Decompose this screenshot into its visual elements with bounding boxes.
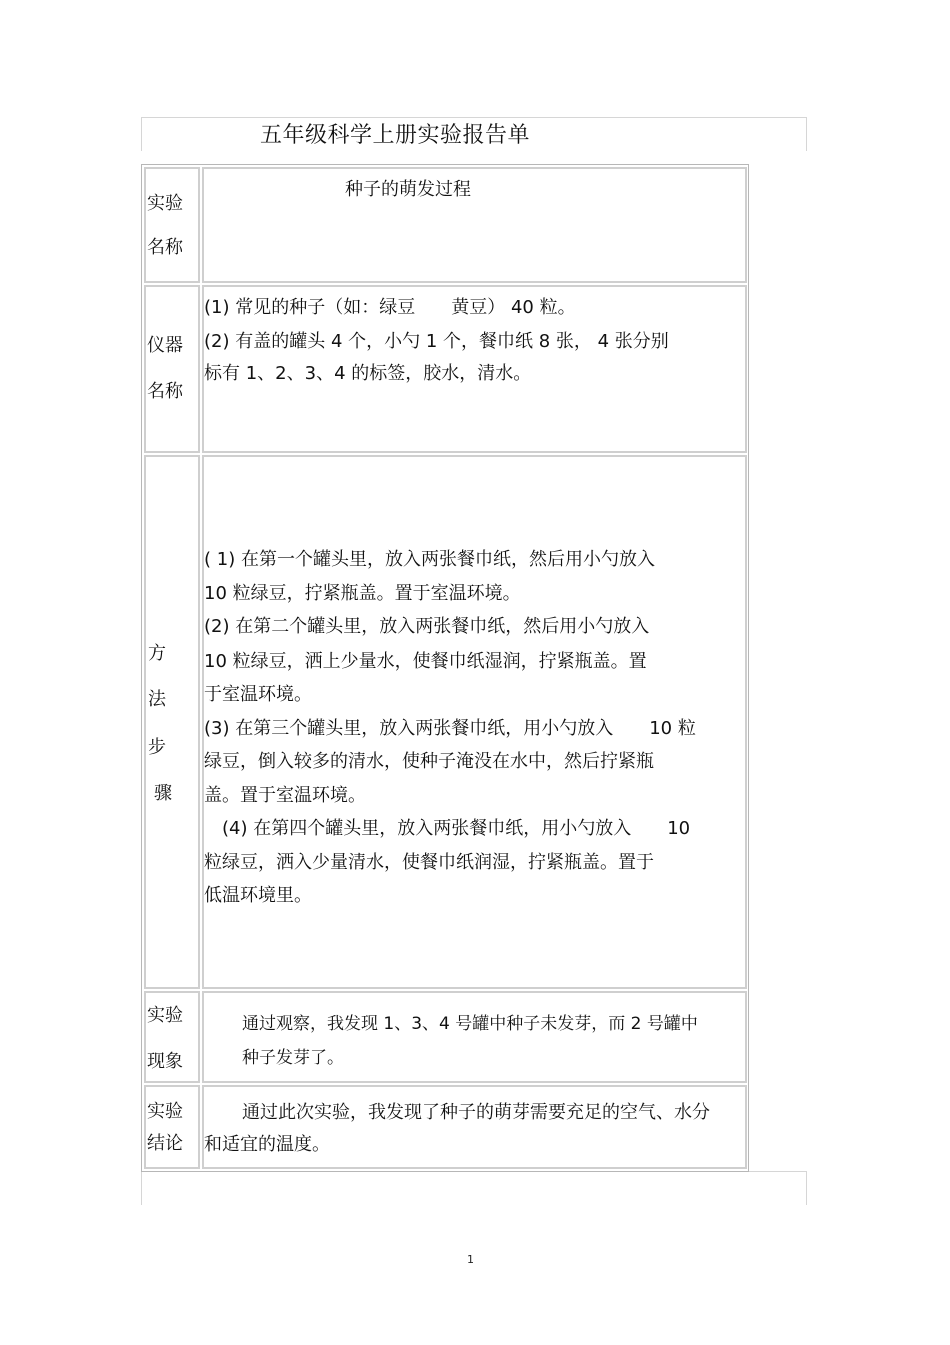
bottom-frame-right-tick [806, 1171, 807, 1205]
method-line-7: 绿豆，倒入较多的清水，使种子淹没在水中，然后拧紧瓶 [204, 751, 654, 772]
label-instruments-line-1: 仪器 [147, 335, 183, 356]
method-line-1: ( 1) 在第一个罐头里，放入两张餐巾纸，然后用小勺放入 [204, 549, 655, 570]
label-cell-instruments [144, 285, 200, 453]
report-table [141, 164, 749, 1172]
instruments-line-2: (2) 有盖的罐头 4 个，小勺 1 个，餐巾纸 8 张， 4 张分别 [204, 331, 669, 352]
method-line-11: 低温环境里。 [204, 885, 312, 906]
page-number: 1 [467, 1253, 474, 1266]
content-cell-method [202, 455, 747, 989]
top-frame-left-tick [141, 117, 142, 151]
label-name-line-2: 名称 [147, 237, 183, 258]
content-cell-instruments [202, 285, 747, 453]
content-cell-phenomenon [202, 991, 747, 1083]
label-name-line-1: 实验 [147, 193, 183, 214]
top-frame-right-tick [806, 117, 807, 151]
phenomenon-line-1: 通过观察，我发现 1、3、4 号罐中种子未发芽，而 2 号罐中 [242, 1014, 698, 1034]
label-method-line-1: 方 [148, 643, 166, 664]
label-conclusion-line-1: 实验 [147, 1101, 183, 1122]
document-title: 五年级科学上册实验报告单 [260, 123, 531, 148]
method-line-4: 10 粒绿豆，洒上少量水，使餐巾纸湿润，拧紧瓶盖。置 [204, 651, 647, 672]
method-line-5: 于室温环境。 [204, 684, 312, 705]
instruments-line-1: (1) 常见的种子（如：绿豆 黄豆） 40 粒。 [204, 297, 576, 318]
label-cell-conclusion [144, 1085, 200, 1169]
label-conclusion-line-2: 结论 [147, 1133, 183, 1154]
conclusion-line-2: 和适宜的温度。 [204, 1134, 330, 1155]
method-line-6: (3) 在第三个罐头里，放入两张餐巾纸，用小勺放入 10 粒 [204, 718, 696, 739]
label-cell-name [144, 167, 200, 283]
label-instruments-line-2: 名称 [147, 381, 183, 402]
content-cell-name [202, 167, 747, 283]
method-line-9: (4) 在第四个罐头里，放入两张餐巾纸，用小勺放入 10 [204, 818, 691, 839]
label-method-line-3: 步 [148, 737, 166, 758]
label-cell-method [144, 455, 200, 989]
label-phenomenon-line-1: 实验 [147, 1005, 183, 1026]
label-phenomenon-line-2: 现象 [147, 1051, 183, 1072]
conclusion-line-1: 通过此次实验，我发现了种子的萌芽需要充足的空气、水分 [242, 1102, 710, 1123]
instruments-line-3: 标有 1、2、3、4 的标签，胶水，清水。 [204, 363, 532, 384]
bottom-frame-left-tick [141, 1171, 142, 1205]
method-line-3: (2) 在第二个罐头里，放入两张餐巾纸，然后用小勺放入 [204, 616, 650, 637]
content-cell-conclusion [202, 1085, 747, 1169]
method-line-10: 粒绿豆，洒入少量清水，使餐巾纸润湿，拧紧瓶盖。置于 [204, 852, 654, 873]
label-cell-phenomenon [144, 991, 200, 1083]
method-line-2: 10 粒绿豆，拧紧瓶盖。置于室温环境。 [204, 583, 521, 604]
method-line-8: 盖。置于室温环境。 [204, 785, 366, 806]
label-method-line-2: 法 [148, 689, 166, 710]
experiment-name: 种子的萌发过程 [345, 179, 471, 200]
label-method-line-4: 骤 [154, 783, 172, 804]
phenomenon-line-2: 种子发芽了。 [242, 1048, 344, 1068]
